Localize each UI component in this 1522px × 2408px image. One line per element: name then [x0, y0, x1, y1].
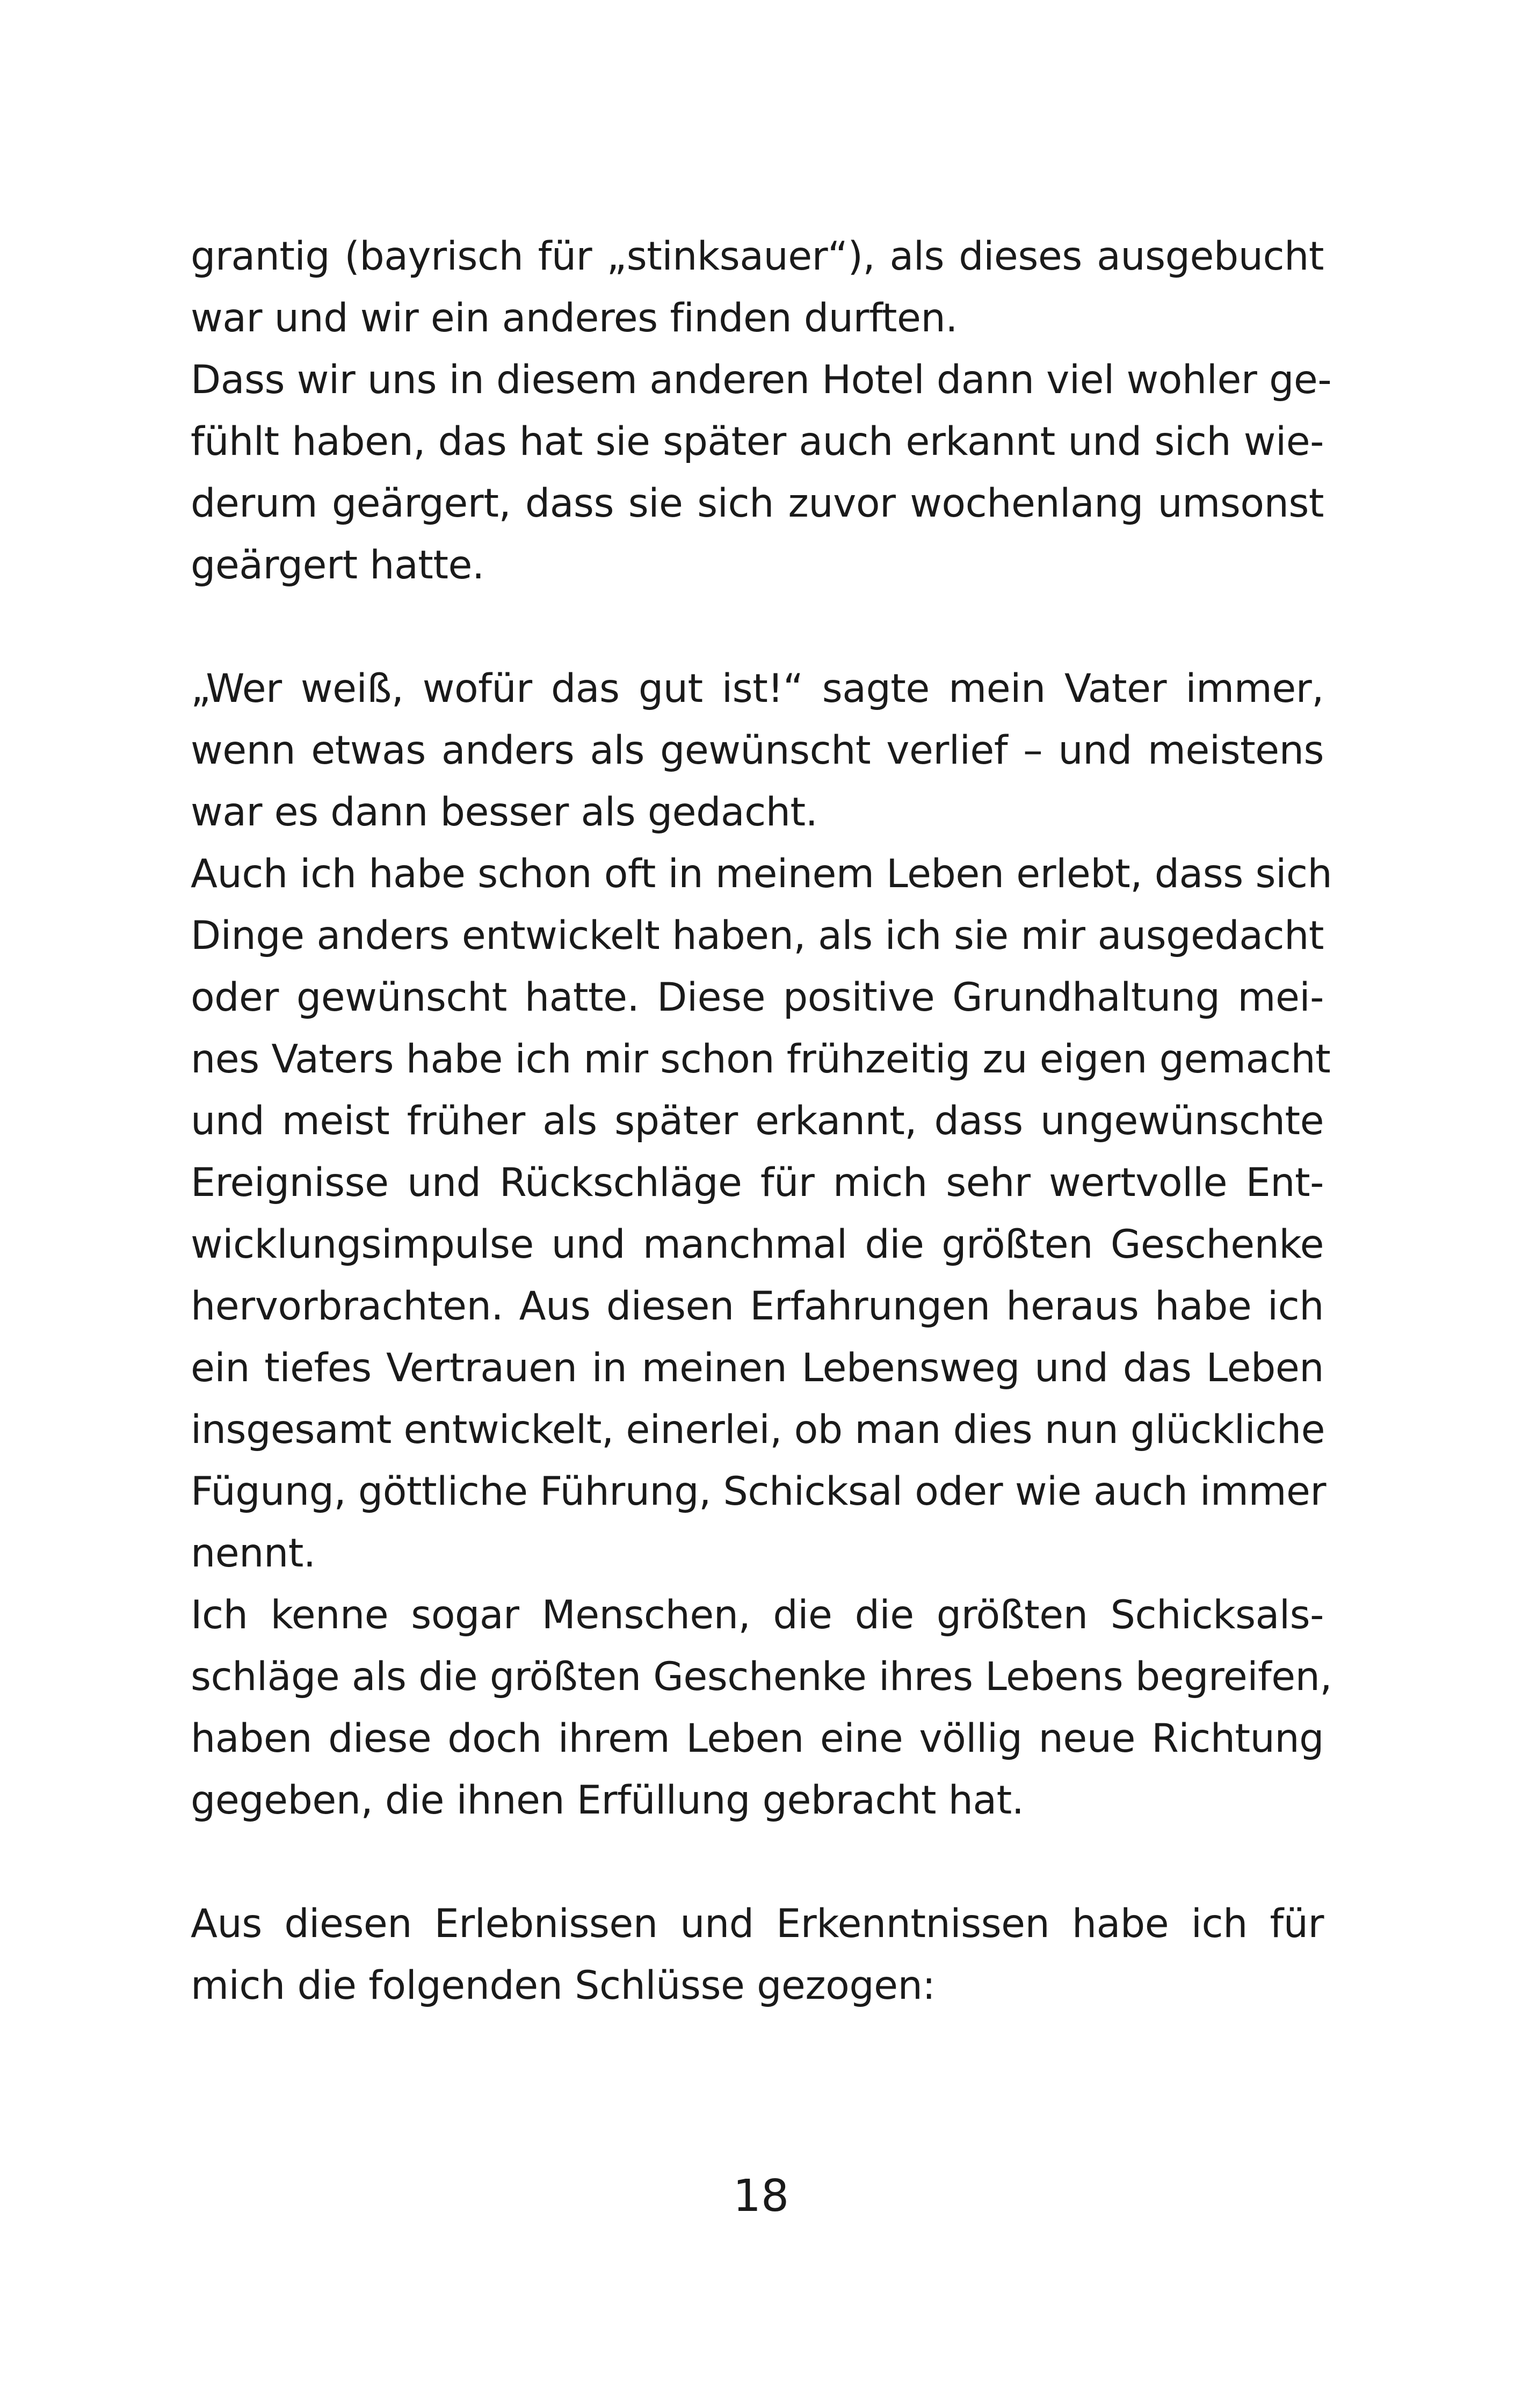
text-line: fühlt haben, das hat sie später auch erkannt und sich wie- [191, 419, 1324, 465]
text-line: mich die folgenden Schlüsse gezogen: [191, 1963, 936, 2008]
paragraph [191, 1584, 1332, 1831]
paragraph-spacer [191, 596, 1324, 658]
text-line: insgesamt entwickelt, einerlei, ob man dies nun glückliche [191, 1407, 1325, 1453]
text-line: hervorbrachten. Aus diesen Erfahrungen heraus habe ich [191, 1283, 1324, 1329]
text-line: Fügung, göttliche Führung, Schicksal oder wie auch immer [191, 1469, 1326, 1514]
text-line: Dass wir uns in diesem anderen Hotel dann viel wohler ge- [191, 357, 1332, 403]
paragraph [191, 658, 1324, 843]
text-line: derum geärgert, dass sie sich zuvor wochenlang umsonst [191, 481, 1324, 526]
text-line: „Wer weiß, wofür das gut ist!“ sagte mein Vater immer, [191, 666, 1324, 712]
text-line: Aus diesen Erlebnissen und Erkenntnissen habe ich für [191, 1901, 1324, 1947]
paragraph-spacer [191, 1831, 1324, 1893]
text-line: gegeben, die ihnen Erfüllung gebracht hat. [191, 1778, 1024, 1823]
text-line: Dinge anders entwickelt haben, als ich sie mir ausgedacht [191, 913, 1324, 959]
body-text [191, 226, 1332, 2017]
text-line: Ereignisse und Rückschläge für mich sehr wertvolle Ent- [191, 1160, 1324, 1206]
paragraph [191, 226, 1324, 349]
text-line: war es dann besser als gedacht. [191, 789, 818, 835]
text-line: wicklungsimpulse und manchmal die größten Geschenke [191, 1222, 1324, 1267]
text-line: ein tiefes Vertrauen in meinen Lebensweg und das Leben [191, 1345, 1324, 1391]
text-line: haben diese doch ihrem Leben eine völlig neue Richtung [191, 1716, 1324, 1761]
text-line: geärgert hatte. [191, 542, 484, 588]
text-line: Ich kenne sogar Menschen, die die größten Schicksals- [191, 1592, 1324, 1638]
paragraph [191, 843, 1332, 1584]
text-line: wenn etwas anders als gewünscht verlief – und meistens [191, 728, 1324, 773]
text-line: grantig (bayrisch für „stinksauer“), als dieses ausgebucht [191, 234, 1324, 279]
page-number: 18 [733, 2171, 789, 2222]
text-line: und meist früher als später erkannt, dass ungewünschte [191, 1098, 1324, 1144]
text-line: nennt. [191, 1531, 316, 1576]
text-line: oder gewünscht hatte. Diese positive Grundhaltung mei- [191, 975, 1324, 1020]
paragraph [191, 349, 1332, 596]
text-line: schläge als die größten Geschenke ihres Lebens begreifen, [191, 1654, 1332, 1700]
text-line: nes Vaters habe ich mir schon frühzeitig zu eigen gemacht [191, 1036, 1331, 1082]
paragraph [191, 1893, 1324, 2017]
text-line: war und wir ein anderes finden durften. [191, 295, 958, 341]
text-line: Auch ich habe schon oft in meinem Leben erlebt, dass sich [191, 851, 1332, 897]
